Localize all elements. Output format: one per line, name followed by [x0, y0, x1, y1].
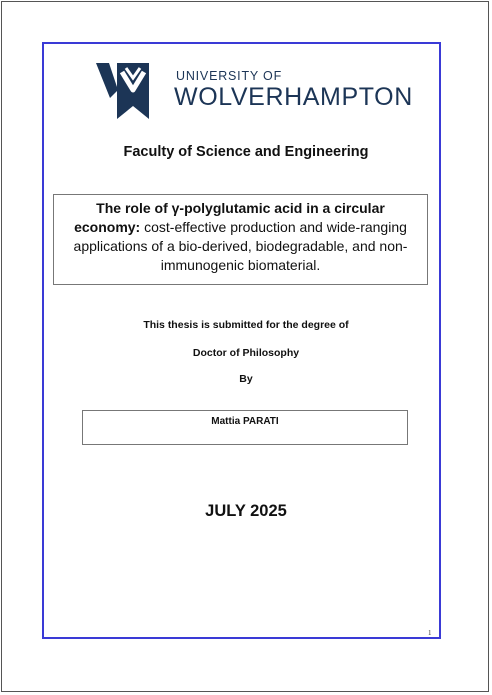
submission-statement: This thesis is submitted for the degree of [143, 319, 349, 331]
thesis-title-rest: cost-effective production and wide-ranging applications of a bio-derived, biodegradable, and non-immunogenic biomaterial. [73, 219, 408, 273]
university-logo [96, 60, 413, 122]
university-crest-icon [96, 60, 168, 122]
page-number: 1 [428, 629, 432, 637]
logo-text-university-of: UNIVERSITY OF [176, 69, 283, 83]
by-label: By [239, 373, 253, 385]
submission-date: JULY 2025 [205, 502, 287, 520]
degree-name: Doctor of Philosophy [192, 347, 300, 359]
author-name: Mattia PARATI [211, 416, 279, 427]
thesis-title-box [53, 194, 428, 285]
logo-text-wolverhampton: WOLVERHAMPTON [174, 83, 413, 111]
faculty-heading: Faculty of Science and Engineering [123, 144, 369, 160]
author-name-box [82, 410, 408, 445]
page-border-frame [42, 42, 441, 639]
thesis-title-bold: The role of γ-polyglutamic acid in a circular economy: [74, 200, 385, 235]
